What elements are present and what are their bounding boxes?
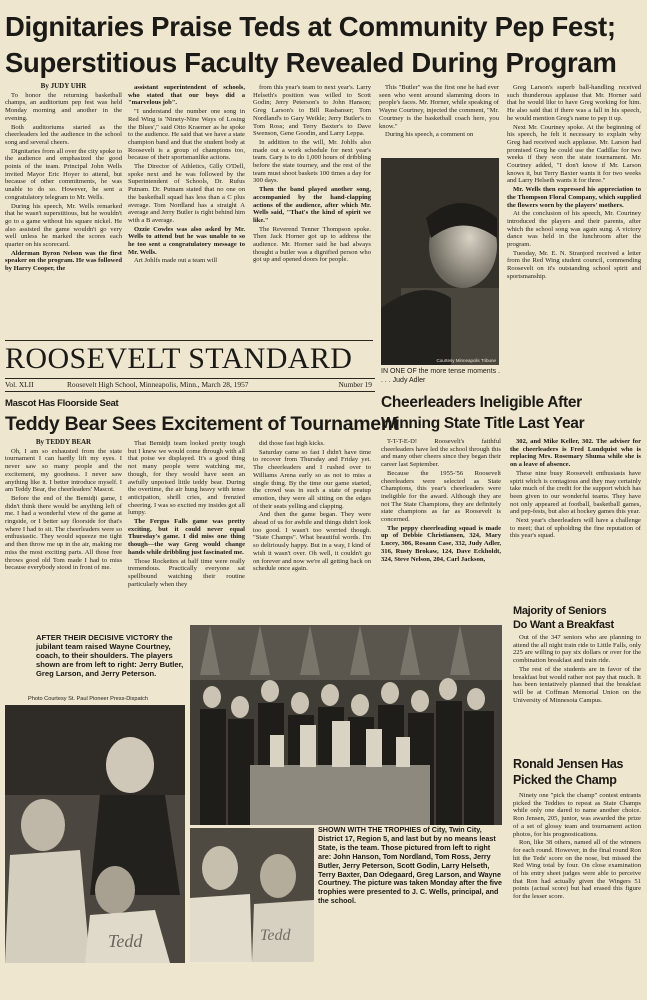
paragraph: The Director of Athletics, Gilly O'Dell, spoke next and he was followed by the Superintendent of Schools, Dr. Rufus Putnam. Dr. Putnam stated that no one on the basketball squad has less than a C plus average. Tom Nordland has a straight A average and Jerry Butler is right behind him with a B average. bbox=[128, 163, 245, 224]
paragraph: Art Johlfs made out a team will bbox=[134, 257, 218, 265]
paragraph: Ozzie Cowles was also asked by Mr. Wells to attend but he was unable to so he too sent a congratulatory message to Mr. Wells. bbox=[128, 225, 245, 256]
victory-photo-image bbox=[5, 705, 185, 963]
pepfest-byline: By JUDY UHR bbox=[40, 83, 87, 90]
banner-headline-line2: Superstitious Faculty Revealed During Program bbox=[5, 47, 617, 78]
paragraph: Greg Larson's superb ball-handling received such thunderous applause that Mr. Horner said that he would like to have Greg working for him. He also said that if there was a fall in his speech, he would mention Greg's name to pep it up. bbox=[507, 84, 641, 122]
paragraph: did those fast high kicks. bbox=[259, 440, 325, 447]
teddy-headline: Teddy Bear Sees Excitement of Tournament bbox=[5, 413, 399, 435]
paragraph: Mr. Wells then expressed his appreciation to the Thompson Floral Company, which supplied the flowers worn by the players' mothers. bbox=[507, 186, 641, 209]
pepfest-col1 bbox=[5, 83, 122, 341]
masthead-rule bbox=[5, 378, 375, 379]
paragraph: To honor the returning basketball champs, an auditorium pep fest was held Monday morning and another in the evening. bbox=[5, 91, 122, 122]
cheerleaders-headline-line1: Cheerleaders Ineligible After bbox=[381, 394, 582, 411]
paragraph: In addition to the will, Mr. Johlfs also made out a work schedule for next year's team. Gary is to do 1,000 hours of dribbling before the state tourney, and the rest of the team must shoot baskets 100 times a day for 300 days. bbox=[253, 138, 371, 185]
teddy-kicker: Mascot Has Floorside Seat bbox=[5, 398, 119, 409]
paragraph: assistant superintendent of schools, who stated that our boys did a "marvelous job". bbox=[128, 84, 245, 107]
masthead-bottom-rule bbox=[5, 391, 375, 392]
breakfast-headline-line2: Do Want a Breakfast bbox=[513, 619, 614, 631]
paragraph: The peppy cheerleading squad is made up of Debbie Christiansen, 324, Mary Lucey, 306, Rosann Case, 332, Judy Adler, 316, Rusty Brokaw, 124, Dave Eckholdt, 324, Steve Nelson, 204, Carl Jackson, bbox=[381, 524, 501, 563]
pepfest-col5 bbox=[507, 84, 641, 382]
victory-photo bbox=[5, 705, 185, 963]
paragraph: Then the band played another song, accompanied by the hand-clapping actions of the audience, after which Mr. Wells said, "That's the kind of spirit we like." bbox=[253, 186, 371, 224]
champ-body bbox=[513, 792, 641, 962]
paragraph: 302, and Mike Keller, 302. The adviser for the cheerleaders is Fred Lundquist who is replacing Mrs. Rosemary Shuma while she is on a leave of absence. bbox=[510, 438, 641, 469]
paragraph: Those Rockettes at half time were really tremendous. Practically everyone sat spellbound watching their routine particularly when they bbox=[128, 557, 245, 588]
players-closeup-image bbox=[190, 828, 314, 962]
paragraph: T-T-T-E-D! Roosevelt's faithful cheerleaders have led the school through this and many other cheers since they began their career last September. bbox=[381, 438, 501, 469]
trophy-photo bbox=[190, 625, 502, 825]
paragraph: During his speech, Mr. Wells remarked that he wasn't superstitious, but he wouldn't go to a game without his square nickel. He also assisted the game wouldn't go very well unless he marked the scores each quarter on his scorecard. bbox=[5, 202, 122, 249]
masthead-title: ROOSEVELT STANDARD bbox=[5, 342, 353, 375]
paragraph: Both auditoriums started as the cheerleaders led the audience in the school song and several cheers. bbox=[5, 123, 122, 146]
pepfest-col4 bbox=[379, 84, 499, 156]
cheerleaders-headline-line2: Winning State Title Last Year bbox=[381, 415, 585, 432]
teddy-col2 bbox=[128, 440, 245, 624]
pepfest-photo-credit: Courtesy Minneapolis Tribune bbox=[436, 358, 496, 363]
paragraph: "I understand the number one song in Red Wing is 'Ninety-Nine Ways of Losing the Blues'," said Otto Kraemer as he spoke to the audience. He said that we have a state champion band and that the student body at Roosevelt is a group of champions too, because of their sportsmanlike actions. bbox=[128, 108, 245, 162]
paragraph: Out of the 347 seniors who are planning to attend the all night train ride to Little Falls, only 225 are willing to pay six dollars or over for the combination breakfast and train ride. bbox=[513, 634, 641, 665]
teddy-col3 bbox=[253, 440, 371, 624]
trophy-photo-caption: SHOWN WITH THE TROPHIES of City, Twin City, District 17, Region 5, and last but by no means least State, is the team. Those pictured from left to right are: John Hanson, Tom Nordland, Tom Ross, Jerry Butler, Jerry Peterson, Scott Godin, Larry Helseth, Terry Baxter, Dan Odegaard, Greg Larson, and Wayne Courtney. The picture was taken Monday after the five trophies were presented to J. C. Wells, principal, and the school. bbox=[318, 825, 502, 906]
paragraph: The Reverend Tenner Thompson spoke. Then Jack Horner got up to address the audience. Mr. Horner said he had always thought a butler was a dignified person who got up and opened doors for people. bbox=[253, 225, 371, 264]
teddy-byline: By TEDDY BEAR bbox=[35, 439, 92, 446]
paragraph: Next Mr. Courtney spoke. At the beginning of his speech, he felt it necessary to explain why Greg had received such applause. Mr. Larson had promised Greg he could use the Cadillac for two weeks if they won the state tournament. Mr. Courtney added, "I don't know if Mr. Larson knows it, but Terry Baxter wants it for two weeks and Larry Helseth wants it for three." bbox=[507, 123, 641, 185]
paragraph: And then the game began. They were ahead of us for awhile and things didn't look too good. I wasn't too worried though. "State Champs". What beautiful words. I'm so deliriously happy. But in a way, I kind of wish it wasn't over. Oh well, it couldn't go on forever and now we're all getting back on schedule once again. bbox=[253, 511, 371, 573]
victory-photo-credit: Photo Courtesy St. Paul Pioneer Press-Dispatch bbox=[28, 696, 149, 702]
paragraph: Dignitaries from all over the city spoke to the audience and emphasized the good points of the team. Principal John Wells invited Mayor Eric Hoyer to attend, but because of other commitments, he was unable to do so. However, he sent a congratulatory telegram to Mr. Wells. bbox=[5, 147, 122, 201]
champ-headline-line1: Ronald Jensen Has bbox=[513, 757, 624, 771]
paragraph: At the conclusion of his speech, Mr. Courtney introduced the players and their parents, after which the school song was again sung. A victory dance was held in the lunchroom after the program. bbox=[507, 210, 641, 249]
paragraph: Ron, like 38 others, named all of the winners for each round. However, in the final round Ron hit the Teds' score on the nose, but missed the Red Wing total by four. On close examination of his entry sheet judges were able to perceive that Ron had actually given the Wingers 51 points (actual score) but had erased this figure for the lesser score. bbox=[513, 839, 641, 901]
masthead-volume: Vol. XLII bbox=[5, 380, 34, 389]
players-closeup-photo bbox=[190, 828, 314, 962]
paragraph: During his speech, a comment on bbox=[385, 131, 474, 139]
jersey-script-text: Tedd bbox=[260, 927, 291, 944]
paragraph: Oh, I am so exhausted from the state tournament I can hardly lift my eyes. I never saw so many people and the excitement, my goodness. I never saw anything like it. I better introduce myself. I am Teddy Bear, the cheerleaders' Mascot. bbox=[5, 447, 122, 494]
champ-headline-line2: Picked the Champ bbox=[513, 773, 617, 787]
masthead-school-line: Roosevelt High School, Minneapolis, Minn., March 28, 1957 bbox=[67, 380, 249, 389]
masthead-dateline bbox=[5, 380, 375, 390]
paragraph: Tuesday, Mr. E. N. Stranjord received a letter from the Red Wing student council, commending Roosevelt on it's outstanding school spirit and sportsmanship. bbox=[507, 249, 641, 280]
cheerleaders-col1 bbox=[381, 438, 501, 598]
jersey-script-text: Tedd bbox=[108, 931, 143, 951]
paragraph: The rest of the students are in favor of the breakfast but would rather not pay that much. It has been tentatively planned that the breakfast will be at Coffman Memorial Union on the University of Minnesota Campus. bbox=[513, 665, 641, 704]
paragraph: Ninety one "pick the champ" contest entrants picked the Teddies to repeat as State Champs while only one dared to name another choice. Ron Jensen, 205, junior, was awarded the prize of a set of glossy team and tournament action photos, for his prognostications. bbox=[513, 792, 641, 838]
paragraph: Alderman Byron Nelson was the first speaker on the program. He was followed by Harry Cooper, the bbox=[5, 249, 122, 273]
pepfest-photo bbox=[381, 158, 499, 365]
paragraph: Because the 1955-'56 Roosevelt cheerleaders were selected as State Champions, this year's cheerleaders were ineligible for the award. Although they are not The State Champions, they are definitely state champions as far as Roosevelt is concerned. bbox=[381, 469, 501, 524]
paragraph: from this year's team to next year's. Larry Helseth's position was willed to Scott Godin; Jerry Peterson's to John Hanson; Greg Larson's to Bill Rasbanser; Tom Nordland's to Gary Weikle; Jerry Butler's to Tom Ross; and Terry Baxter's to Dave Swenson, Gene Goodin, and Larry Leppa. bbox=[253, 84, 371, 138]
pepfest-col2 bbox=[128, 84, 245, 336]
paragraph: Saturday came so fast I didn't have time to recover from Thursday and Friday yet. The cheerleaders and I rushed over to Williams Arena early so as not to miss a single thing. By the time our game started, the crowd was in such a state of peatup emotion, they were all sitting on the edges of their seats yelling and clapping. bbox=[253, 448, 371, 510]
breakfast-headline-line1: Majority of Seniors bbox=[513, 605, 607, 617]
masthead-number: Number 19 bbox=[338, 380, 372, 389]
paragraph: Next year's cheerleaders will have a challenge to meet; that of upholding the fine reputation of this year's squad. bbox=[510, 517, 641, 540]
pepfest-photo-caption: IN ONE OF the more tense moments . . . . Judy Adler bbox=[381, 368, 501, 384]
teddy-col1 bbox=[5, 439, 122, 625]
cheerleaders-col2 bbox=[510, 438, 641, 598]
paragraph: This "Butler" was the first one he had ever seen who went around slamming doors in people's faces. Mr. Horner, while speaking of Wayne Courtney, injected the comment, "Mr. Courtney is the basketball coach here, you know." bbox=[379, 84, 499, 130]
pepfest-col3 bbox=[253, 84, 371, 336]
trophy-photo-image bbox=[190, 625, 502, 825]
paragraph: Before the end of the Bemidji game, I didn't think there would be anything left of me. I had a wonderful view of the game at ringside, or I better say floorside for that's where I had to sit. The cheerleaders were so enthusiastic. They would squeeze me tight and then throw me up in the air, making me miss the most exciting parts. All those free throws good old Tom made I had to miss because everybody stood in front of me. bbox=[5, 494, 122, 572]
victory-photo-caption: AFTER THEIR DECISIVE VICTORY the jubilant team raised Wayne Courtney, coach, to their shoulders. The players shown are from left to right: Jerry Butler, Greg Larson, and Jerry Peterson. bbox=[36, 633, 184, 678]
banner-headline-line1: Dignitaries Praise Teds at Community Pep Fest; bbox=[5, 11, 616, 42]
paragraph: That Bemidji team looked pretty tough but I knew we would come through with all that poise we displayed. It's a good thing not many people were watching me, though, for they would have seen an awfully unpoised little teddy bear. During the overtime, the air hung heavy with tense anticipation, shrill cries, and frenzied cheering. I was so excited my insides got all lumpy. bbox=[128, 440, 245, 517]
paragraph: The Fergus Falls game was pretty exciting, but it could never equal Thursday's game. I did miss one thing though—the way Greg would change hands while dribbling just fascinated me. bbox=[128, 518, 245, 556]
cheerleader-photo-image bbox=[381, 158, 499, 365]
paragraph: These nine busy Roosevelt enthusiasts have spirit which is contagious and they may certainly take much of the credit for the support which has been given to our wonderful teams. They have not only appeared at football, basketball games, and pep-fests, but also at hockey games this year. bbox=[510, 469, 641, 516]
breakfast-body bbox=[513, 634, 641, 752]
